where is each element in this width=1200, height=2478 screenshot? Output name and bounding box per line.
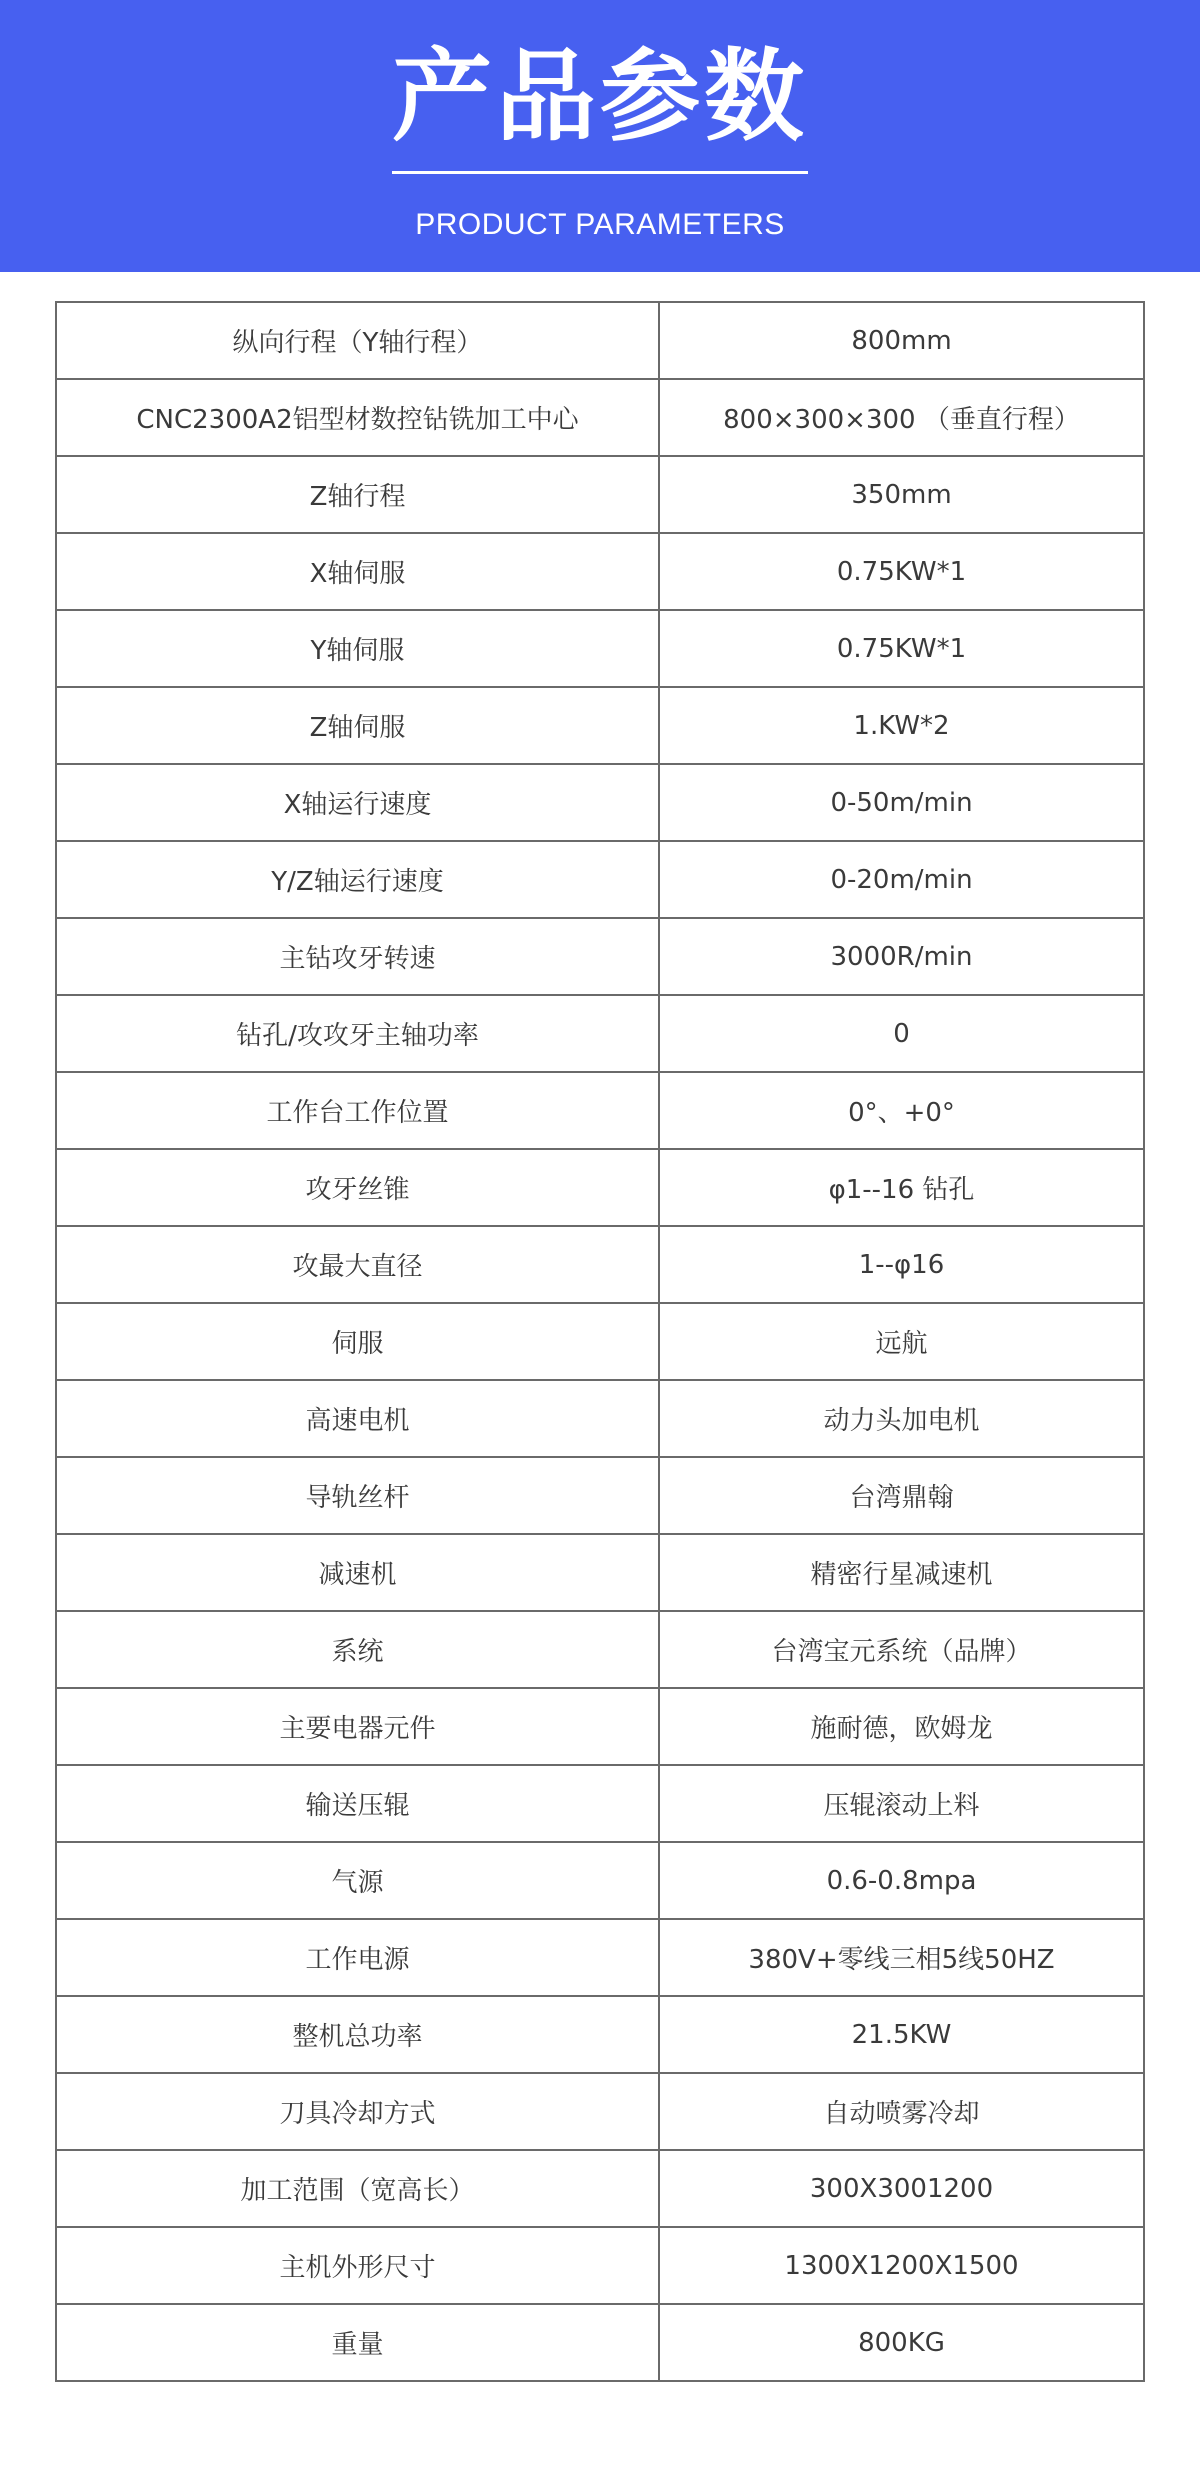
table-row	[56, 1611, 1144, 1688]
parameter-value-cell: φ1--16 钻孔	[659, 1149, 1144, 1226]
table-row	[56, 2227, 1144, 2304]
parameter-name-cell: 主机外形尺寸	[56, 2227, 659, 2304]
table-row	[56, 1765, 1144, 1842]
parameter-value-cell: 0.75KW*1	[659, 533, 1144, 610]
page-title: 产品参数	[392, 38, 808, 155]
parameter-name-cell: Y/Z轴运行速度	[56, 841, 659, 918]
table-row	[56, 302, 1144, 379]
parameter-name-cell: 刀具冷却方式	[56, 2073, 659, 2150]
parameter-name-cell: 系统	[56, 1611, 659, 1688]
parameter-value-cell: 0	[659, 995, 1144, 1072]
table-row	[56, 1996, 1144, 2073]
table-row	[56, 1534, 1144, 1611]
table-row	[56, 841, 1144, 918]
page-subtitle: PRODUCT PARAMETERS	[415, 208, 785, 241]
table-row	[56, 1303, 1144, 1380]
parameters-table-body	[56, 302, 1144, 2381]
parameter-value-cell: 380V+零线三相5线50HZ	[659, 1919, 1144, 1996]
table-row	[56, 533, 1144, 610]
table-row	[56, 610, 1144, 687]
table-row	[56, 1457, 1144, 1534]
table-row	[56, 687, 1144, 764]
parameter-value-cell: 台湾鼎翰	[659, 1457, 1144, 1534]
table-row	[56, 1072, 1144, 1149]
table-row	[56, 995, 1144, 1072]
parameter-value-cell: 动力头加电机	[659, 1380, 1144, 1457]
table-row	[56, 456, 1144, 533]
parameter-name-cell: 攻最大直径	[56, 1226, 659, 1303]
parameter-name-cell: Y轴伺服	[56, 610, 659, 687]
parameter-value-cell: 施耐德，欧姆龙	[659, 1688, 1144, 1765]
parameter-value-cell: 1--φ16	[659, 1226, 1144, 1303]
parameter-name-cell: Z轴伺服	[56, 687, 659, 764]
parameter-value-cell: 远航	[659, 1303, 1144, 1380]
parameter-name-cell: 导轨丝杆	[56, 1457, 659, 1534]
table-row	[56, 379, 1144, 456]
parameter-name-cell: 工作台工作位置	[56, 1072, 659, 1149]
table-row	[56, 918, 1144, 995]
table-row	[56, 1149, 1144, 1226]
parameter-value-cell: 800×300×300 （垂直行程）	[659, 379, 1144, 456]
parameter-value-cell: 0.75KW*1	[659, 610, 1144, 687]
parameter-name-cell: CNC2300A2铝型材数控钻铣加工中心	[56, 379, 659, 456]
parameter-name-cell: X轴运行速度	[56, 764, 659, 841]
parameter-value-cell: 800KG	[659, 2304, 1144, 2381]
table-row	[56, 2304, 1144, 2381]
parameter-name-cell: 伺服	[56, 1303, 659, 1380]
table-row	[56, 1919, 1144, 1996]
parameter-name-cell: 输送压辊	[56, 1765, 659, 1842]
parameter-name-cell: 减速机	[56, 1534, 659, 1611]
parameter-name-cell: 钻孔/攻攻牙主轴功率	[56, 995, 659, 1072]
parameter-name-cell: 重量	[56, 2304, 659, 2381]
table-row	[56, 1226, 1144, 1303]
parameter-name-cell: 主钻攻牙转速	[56, 918, 659, 995]
table-row	[56, 1688, 1144, 1765]
parameter-value-cell: 0-50m/min	[659, 764, 1144, 841]
parameter-value-cell: 21.5KW	[659, 1996, 1144, 2073]
parameter-name-cell: 攻牙丝锥	[56, 1149, 659, 1226]
parameter-name-cell: Z轴行程	[56, 456, 659, 533]
parameter-name-cell: 整机总功率	[56, 1996, 659, 2073]
parameter-value-cell: 300X3001200	[659, 2150, 1144, 2227]
parameter-value-cell: 1300X1200X1500	[659, 2227, 1144, 2304]
parameter-value-cell: 0°、+0°	[659, 1072, 1144, 1149]
parameter-value-cell: 0.6-0.8mpa	[659, 1842, 1144, 1919]
parameter-name-cell: 高速电机	[56, 1380, 659, 1457]
parameter-value-cell: 压辊滚动上料	[659, 1765, 1144, 1842]
parameter-name-cell: 气源	[56, 1842, 659, 1919]
parameter-value-cell: 800mm	[659, 302, 1144, 379]
title-divider	[392, 171, 808, 174]
parameter-value-cell: 1.KW*2	[659, 687, 1144, 764]
parameter-value-cell: 3000R/min	[659, 918, 1144, 995]
table-row	[56, 1380, 1144, 1457]
table-row	[56, 764, 1144, 841]
parameter-value-cell: 350mm	[659, 456, 1144, 533]
parameter-value-cell: 0-20m/min	[659, 841, 1144, 918]
parameter-value-cell: 台湾宝元系统（品牌）	[659, 1611, 1144, 1688]
table-row	[56, 2150, 1144, 2227]
parameter-value-cell: 自动喷雾冷却	[659, 2073, 1144, 2150]
parameter-value-cell: 精密行星减速机	[659, 1534, 1144, 1611]
table-row	[56, 2073, 1144, 2150]
parameters-table	[55, 301, 1145, 2382]
parameter-name-cell: 纵向行程（Y轴行程）	[56, 302, 659, 379]
parameter-name-cell: X轴伺服	[56, 533, 659, 610]
parameter-name-cell: 加工范围（宽高长）	[56, 2150, 659, 2227]
header-banner	[0, 0, 1200, 272]
parameter-name-cell: 工作电源	[56, 1919, 659, 1996]
parameter-name-cell: 主要电器元件	[56, 1688, 659, 1765]
table-row	[56, 1842, 1144, 1919]
